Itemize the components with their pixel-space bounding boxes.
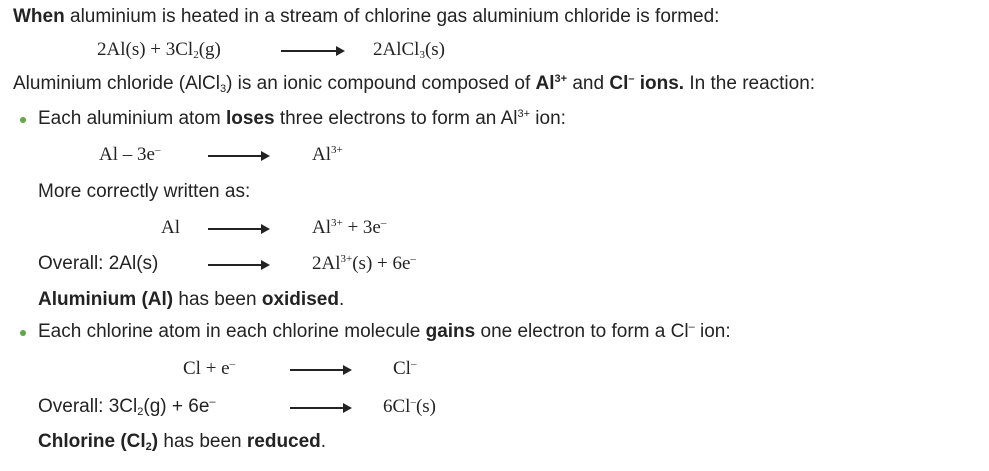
overall-cl-right: 6Cl–(s) bbox=[383, 396, 437, 417]
equation-al-correct-left: Al bbox=[161, 217, 180, 238]
equation-formation-left: $2Al(s) + 3Cl_2(g)$ bbox=[97, 39, 221, 61]
bullet-aluminium-loses: Each aluminium atom loses three electrons to form an $Al^{3+}$ ion: bbox=[38, 108, 566, 129]
reaction-arrow bbox=[208, 264, 268, 266]
equation-al-loses-right: $Al^{3+}$ bbox=[312, 144, 343, 165]
reaction-arrow bbox=[281, 50, 343, 52]
overall-al-left: Overall: 2Al(s) bbox=[38, 253, 159, 274]
intro-text: aluminium is heated in a stream of chlorine gas aluminium chloride is formed: bbox=[64, 6, 720, 27]
bullet-icon bbox=[20, 330, 26, 336]
equation-formation-right: 2AlCl$_3$(s) bbox=[373, 39, 446, 61]
aluminium-oxidised-line: Aluminium (Al) has been oxidised. bbox=[38, 289, 345, 310]
reaction-arrow bbox=[208, 228, 268, 230]
reaction-arrow bbox=[208, 155, 268, 157]
reaction-arrow bbox=[290, 407, 350, 409]
bullet-chlorine-gains: Each chlorine atom in each chlorine molecule gains one electron to form a Cl– ion: bbox=[38, 321, 731, 342]
equation-cl-gains-left: Cl + e– bbox=[183, 358, 236, 379]
ionic-compound-line: Aluminium chloride (AlCl$_3$) is an ionic compound composed of $Al^{3+}$ and Cl– ions. In the reaction: bbox=[13, 73, 816, 95]
chlorine-reduced-line: Chlorine $(Cl_2)$ has been reduced. bbox=[38, 431, 327, 453]
overall-cl-left: Overall: $3Cl_2(g) + 6e^-$ bbox=[38, 396, 216, 418]
equation-cl-gains-right: Cl– bbox=[393, 358, 417, 379]
overall-al-right: $2Al^{3+}(s) + 6e^-$ bbox=[312, 253, 416, 274]
intro-bold: When bbox=[13, 6, 65, 27]
equation-al-correct-right: $Al^{3+} + 3e^-$ bbox=[312, 217, 387, 238]
more-correctly-text: More correctly written as: bbox=[38, 181, 251, 202]
equation-al-loses-left: Al – 3e– bbox=[99, 144, 161, 165]
intro-line bbox=[13, 5, 719, 29]
reaction-arrow bbox=[290, 369, 350, 371]
bullet-icon bbox=[20, 117, 26, 123]
